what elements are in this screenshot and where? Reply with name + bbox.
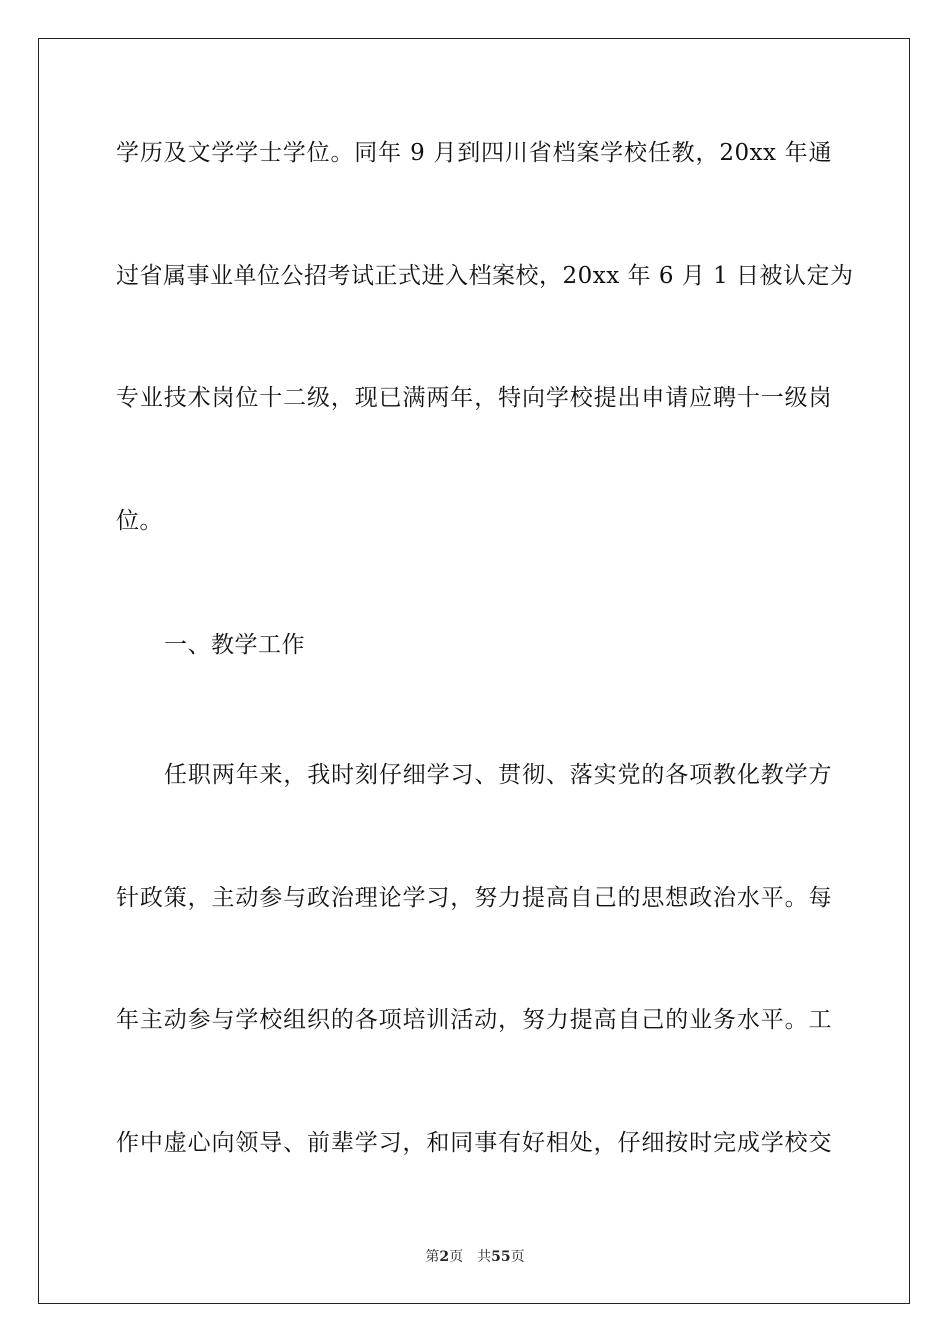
body-line-9: 作中虚心向领导、前辈学习，和同事有好相处，仔细按时完成学校交 [116,1130,832,1156]
body-line-3: 专业技术岗位十二级，现已满两年，特向学校提出申请应聘十一级岗 [116,385,832,411]
body-line-1: 学历及文学学士学位。同年 9 月到四川省档案学校任教，20xx 年通 [116,140,832,166]
body-line-7: 针政策，主动参与政治理论学习，努力提高自己的思想政治水平。每 [116,885,832,911]
total-prefix: 共 [477,1249,492,1265]
total-pages: 55 [491,1249,511,1265]
page-number: 2 [439,1249,450,1265]
body-line-8: 年主动参与学校组织的各项培训活动，努力提高自己的业务水平。工 [116,1007,832,1033]
total-suffix: 页 [510,1249,525,1265]
section-heading: 一、教学工作 [164,632,305,658]
body-line-2: 过省属事业单位公招考试正式进入档案校，20xx 年 6 月 1 日被认定为 [116,263,854,289]
body-line-6: 任职两年来，我时刻仔细学习、贯彻、落实党的各项教化教学方 [164,762,832,788]
page-border [38,38,910,1304]
page-suffix: 页 [449,1249,464,1265]
page-prefix: 第 [425,1249,440,1265]
page-footer [0,1247,950,1267]
body-line-4: 位。 [116,508,163,534]
